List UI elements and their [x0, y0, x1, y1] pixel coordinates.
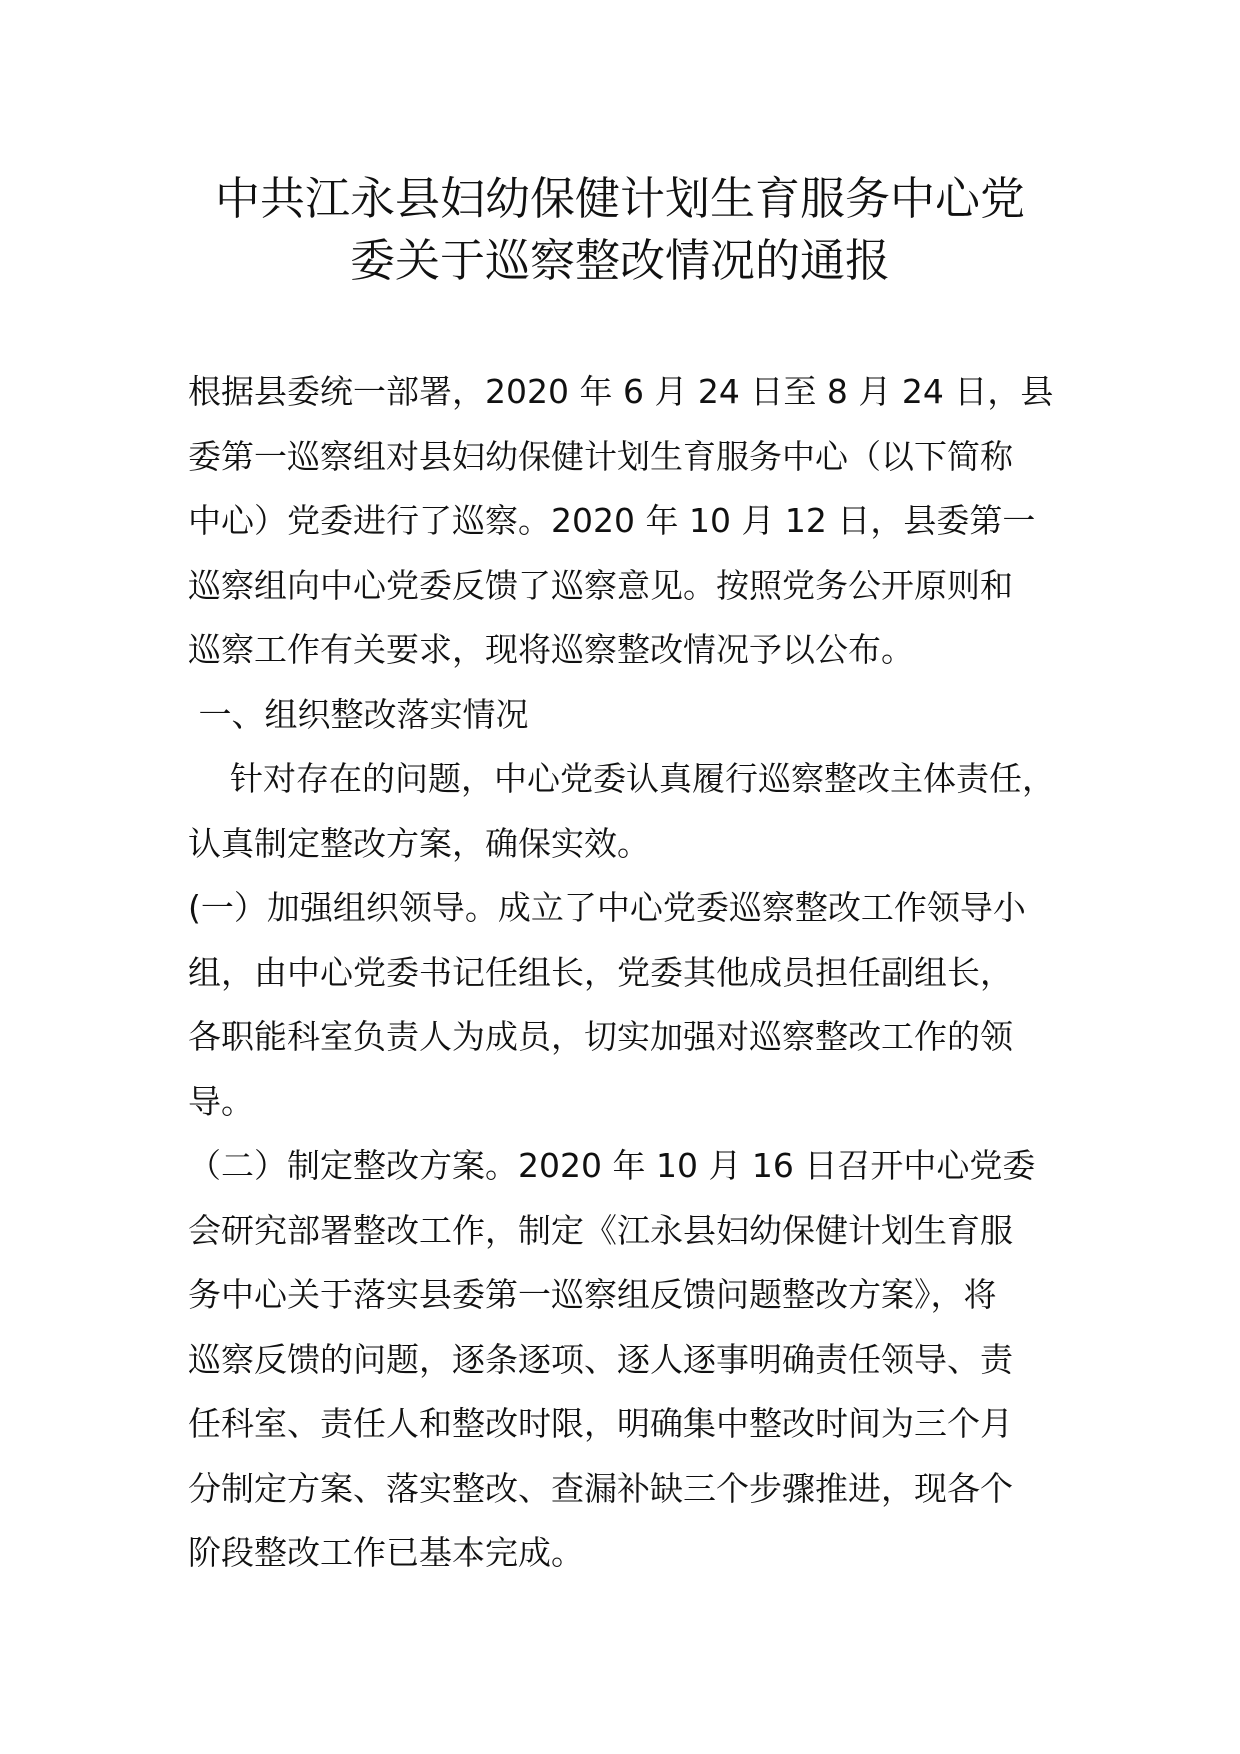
title-line: 委关于巡察整改情况的通报 — [349, 234, 890, 287]
body-line: 阶段整改工作已基本完成。 — [188, 1533, 584, 1572]
body-line: 中心）党委进行了巡察。2020 年 10 月 12 日，县委第一 — [188, 501, 1036, 540]
body-line: 组，由中心党委书记任组长，党委其他成员担任副组长， — [188, 952, 1013, 992]
body-line: 认真制定整改方案，确保实效。 — [188, 823, 650, 863]
body-line: 巡察反馈的问题，逐条逐项、逐人逐事明确责任领导、责 — [188, 1339, 1013, 1379]
title-line: 中共江永县妇幼保健计划生育服务中心党 — [214, 172, 1025, 225]
body-line: 委第一巡察组对县妇幼保健计划生育服务中心（以下简称 — [188, 436, 1013, 476]
body-line: 任科室、责任人和整改时限，明确集中整改时间为三个月 — [188, 1404, 1013, 1443]
body-line: （二）制定整改方案。2020 年 10 月 16 日召开中心党委 — [188, 1146, 1036, 1185]
body-line: 各职能科室负责人为成员，切实加强对巡察整改工作的领 — [188, 1017, 1013, 1056]
body-line: 务中心关于落实县委第一巡察组反馈问题整改方案》，将 — [188, 1275, 997, 1314]
body-line: (一）加强组织领导。成立了中心党委巡察整改工作领导小 — [188, 888, 1026, 927]
document-title — [150, 168, 1090, 292]
document-body — [188, 360, 1088, 1586]
body-line: 会研究部署整改工作，制定《江永县妇幼保健计划生育服 — [188, 1210, 1013, 1250]
body-line: 导。 — [188, 1081, 254, 1121]
body-line: 针对存在的问题，中心党委认真履行巡察整改主体责任， — [188, 759, 1055, 798]
body-line: 分制定方案、落实整改、查漏补缺三个步骤推进，现各个 — [188, 1468, 1013, 1508]
section-heading: 一、组织整改落实情况 — [188, 694, 529, 734]
body-line: 根据县委统一部署，2020 年 6 月 24 日至 8 月 24 日，县 — [188, 372, 1054, 411]
body-line: 巡察工作有关要求，现将巡察整改情况予以公布。 — [188, 630, 914, 669]
body-line: 巡察组向中心党委反馈了巡察意见。按照党务公开原则和 — [188, 565, 1013, 605]
